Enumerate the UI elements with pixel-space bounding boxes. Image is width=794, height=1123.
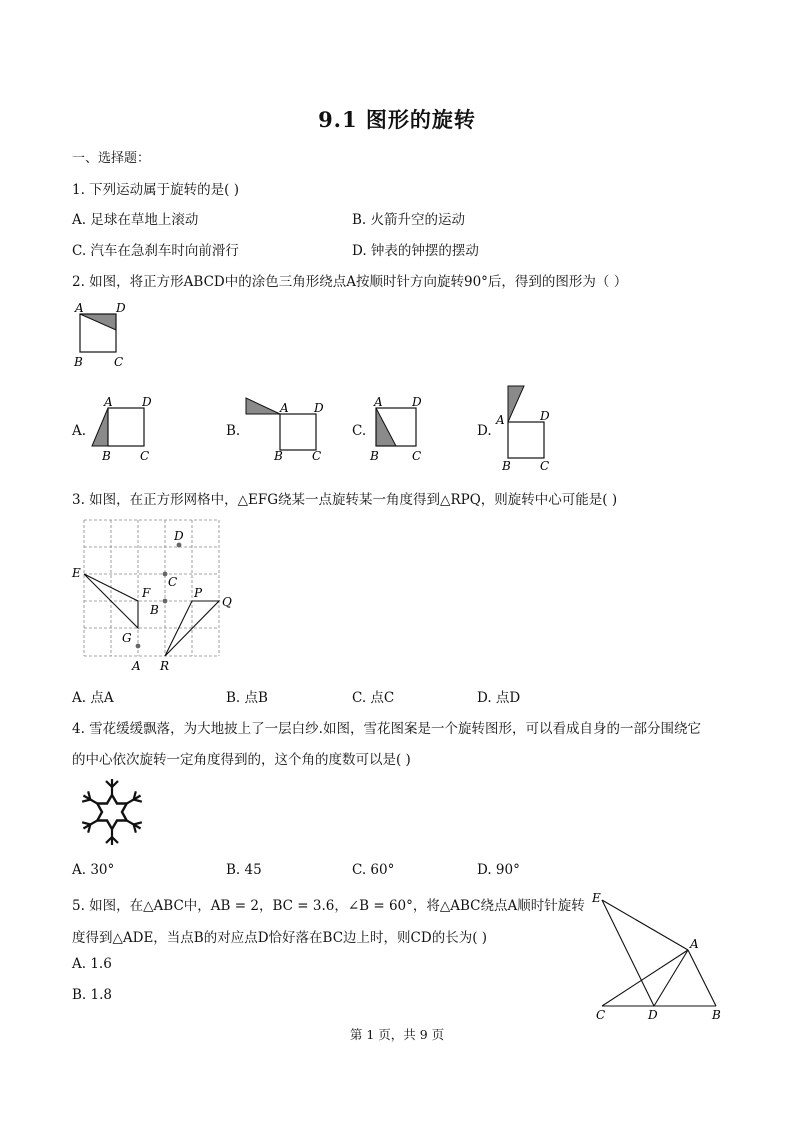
q2-option-b-label[interactable]: B. (226, 423, 241, 439)
figure-point-label: A (690, 937, 699, 951)
segment-ab (688, 950, 716, 1006)
snowflake-arm (106, 779, 118, 795)
figure-point-label: D (648, 1008, 658, 1022)
segment-ed (602, 900, 654, 1006)
q3-option-b[interactable]: B. 点B (226, 690, 268, 706)
q5-option-a[interactable]: A. 1.6 (72, 956, 112, 972)
figure-point-label: B (502, 459, 511, 473)
figure-point-label: C (596, 1008, 606, 1022)
q2-option-c-label[interactable]: C. (352, 423, 367, 439)
figure-point-label: A (132, 659, 141, 673)
figure-point-label: E (592, 891, 601, 905)
figure-point-label: A (280, 401, 289, 415)
figure-point-label: C (412, 449, 422, 463)
q1-option-d[interactable]: D. 钟表的钟摆的摆动 (352, 243, 479, 259)
snowflake-figure (72, 776, 152, 848)
snowflake-star (97, 795, 126, 829)
q5-stem-line2: 度得到△ADE，当点B的对应点D恰好落在BC边上时，则CD的长为( ) (72, 930, 488, 946)
q1-option-c[interactable]: C. 汽车在急刹车时向前滑行 (72, 243, 239, 259)
q2-option-b-figure[interactable] (240, 394, 330, 464)
q2-option-d-label[interactable]: D. (477, 423, 492, 439)
q2-option-a-figure[interactable] (86, 394, 158, 464)
q3-option-d[interactable]: D. 点D (477, 690, 521, 706)
q4-stem-line1: 4. 雪花缓缓飘落，为大地披上了一层白纱.如图，雪花图案是一个旋转图形，可以看成自身的一部分围绕它 (72, 721, 701, 737)
q2-stem: 2. 如图，将正方形ABCD中的涂色三角形绕点A按顺时针方向旋转90°后，得到的图形为（ ） (72, 274, 628, 290)
figure-point-label: C (140, 449, 150, 463)
figure-point-label: C (312, 449, 322, 463)
point-c (163, 572, 168, 577)
point-a (136, 644, 141, 649)
point-b (163, 599, 168, 604)
q2-option-c-figure[interactable] (366, 394, 432, 464)
figure-point-label: C (168, 575, 178, 589)
figure-point-label: F (142, 586, 151, 600)
q5-triangle-figure (588, 886, 728, 1026)
figure-point-label: D (142, 395, 152, 409)
q1-stem: 1. 下列运动属于旋转的是( ) (72, 182, 239, 198)
page-footer: 第 1 页，共 9 页 (349, 1027, 445, 1042)
q4-stem-line2: 的中心依次旋转一定角度得到的，这个角的度数可以是( ) (72, 752, 411, 768)
segment-ea (602, 900, 688, 950)
figure-point-label: P (194, 586, 203, 600)
label-d: D (116, 301, 126, 315)
figure-point-label: E (72, 566, 81, 580)
q3-stem: 3. 如图，在正方形网格中，△EFG绕某一点旋转某一角度得到△RPQ，则旋转中心可能是( ) (72, 492, 618, 508)
q2-square-figure (70, 300, 140, 372)
figure-point-label: D (314, 401, 324, 415)
q2-option-d-figure[interactable] (494, 380, 556, 474)
segment-ca (602, 950, 688, 1006)
q1-option-b[interactable]: B. 火箭升空的运动 (352, 212, 466, 228)
figure-point-label: D (540, 409, 550, 423)
point-d (177, 543, 182, 548)
q3-option-a[interactable]: A. 点A (72, 690, 114, 706)
figure-point-label: B (102, 449, 111, 463)
label-c: C (114, 355, 124, 369)
figure-point-label: B (274, 449, 283, 463)
q4-option-d[interactable]: D. 90° (477, 862, 520, 878)
segment-ad (654, 950, 688, 1006)
q1-option-a[interactable]: A. 足球在草地上滚动 (72, 212, 199, 228)
figure-point-label: R (160, 659, 170, 673)
figure-point-label: Q (222, 595, 232, 609)
q2-option-a-label[interactable]: A. (72, 423, 87, 439)
figure-point-label: C (540, 459, 550, 473)
figure-point-label: A (374, 395, 383, 409)
section-heading: 一、选择题： (72, 151, 151, 166)
label-a: A (75, 301, 84, 315)
page-title: 9.1 图形的旋转 (318, 107, 476, 132)
figure-point-label: D (412, 395, 422, 409)
q3-grid-figure (66, 514, 246, 674)
q3-option-c[interactable]: C. 点C (352, 690, 395, 706)
q5-stem-line1: 5. 如图，在△ABC中，AB = 2，BC = 3.6，∠B = 60°，将△ABC绕点A顺时针旋转 (72, 898, 585, 914)
label-b: B (74, 355, 83, 369)
figure-point-label: G (122, 631, 132, 645)
q5-option-b[interactable]: B. 1.8 (72, 987, 112, 1003)
q4-option-a[interactable]: A. 30° (72, 862, 115, 878)
figure-point-label: A (496, 413, 505, 427)
shaded-triangle (80, 314, 116, 330)
q4-option-b[interactable]: B. 45 (226, 862, 262, 878)
q4-option-c[interactable]: C. 60° (352, 862, 395, 878)
figure-point-label: D (174, 529, 184, 543)
figure-point-label: A (104, 395, 113, 409)
figure-point-label: B (712, 1008, 721, 1022)
figure-point-label: B (150, 603, 159, 617)
figure-point-label: B (370, 449, 379, 463)
